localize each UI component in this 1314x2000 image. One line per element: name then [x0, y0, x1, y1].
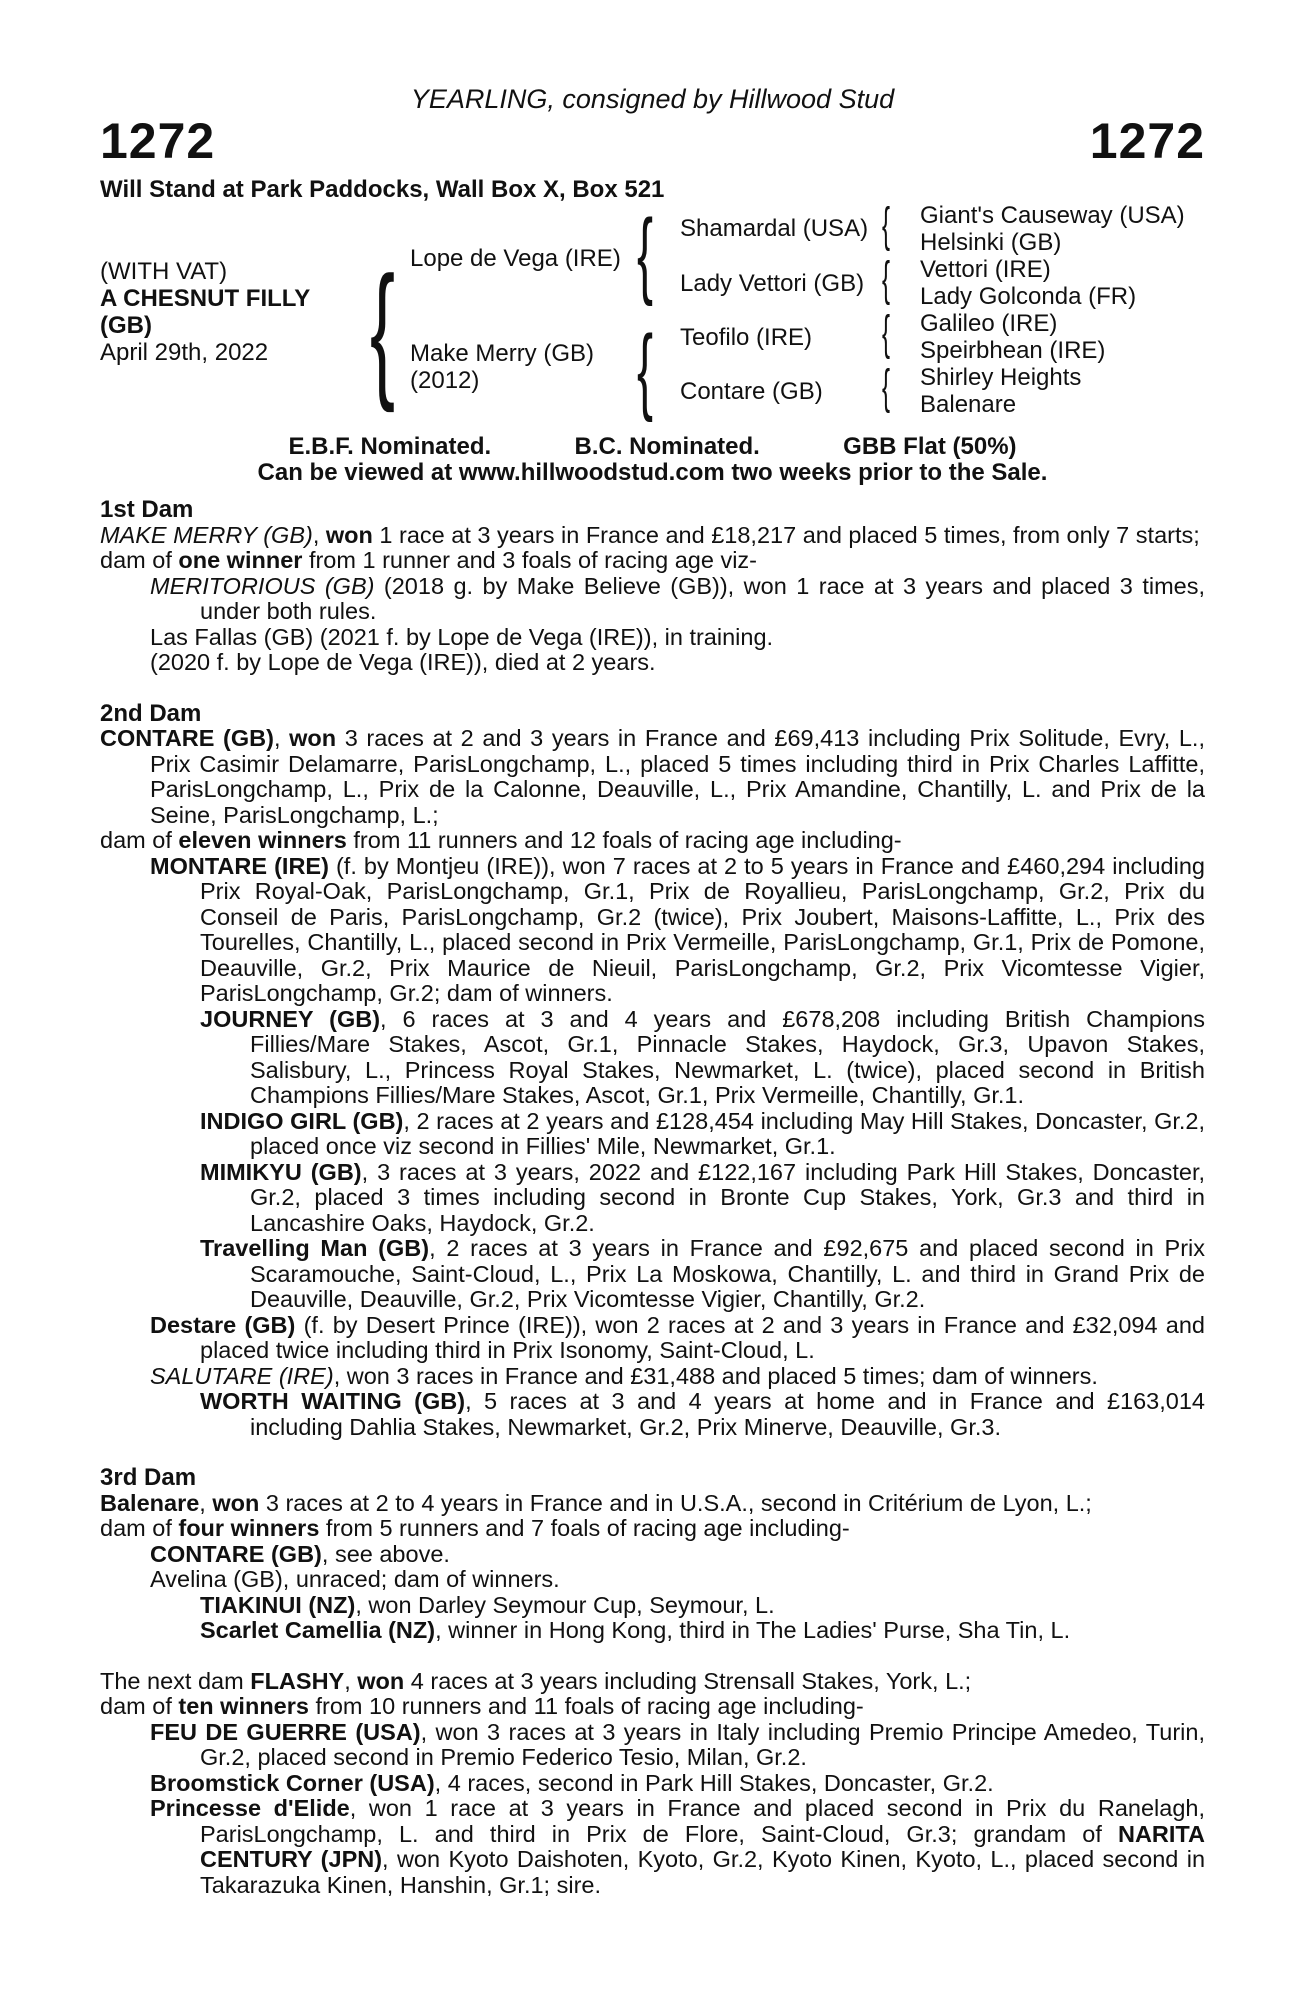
- consignor-line: YEARLING, consigned by Hillwood Stud: [410, 84, 895, 114]
- produce-entry: [150, 1542, 1205, 1568]
- entry-text: , 2 races at 2 years and £128,454 including May Hill Stakes, Doncaster, Gr.2, placed once viz second in Fillies' Mile, Newmarket, Gr.1.: [250, 1107, 1206, 1159]
- vat-note: (WITH VAT): [100, 258, 228, 285]
- entry-text: , won 1 race at 3 years in France and placed second in Prix du Ranelagh, ParisLongchamp, L. and third in Prix de Flore, Saint-Cloud, Gr.3; grandam of: [200, 1795, 1205, 1847]
- horse-name: MIMIKYU (GB): [200, 1158, 362, 1185]
- record-text: 3 races at 2 to 4 years in France and in U.S.A., second in Critérium de Lyon, L.;: [259, 1489, 1092, 1516]
- produce-entry: [200, 1389, 1205, 1440]
- pedigree-table: [100, 199, 1205, 425]
- brace-7: {: [882, 361, 891, 414]
- next-dam-record: [100, 1669, 1205, 1695]
- produce-entry: [200, 1618, 1205, 1644]
- nominations: [100, 434, 1205, 486]
- text: from 10 runners and 11 foals of racing age including-: [308, 1693, 864, 1719]
- entry-text: (f. by Montjeu (IRE)), won 7 races at 2 to 5 years in France and £460,294 including Prix Royal-Oak, ParisLongchamp, Gr.1, Prix de Royallieu, ParisLongchamp, Gr.2, Prix du Conseil de Paris, ParisLongchamp, Gr.2 (twice), Prix Joubert, Maisons-Laffitte, L., Prix des Tourelles, Chantilly, L., placed second in Prix Vermeille, ParisLongchamp, Gr.1, Prix de Pomone, Deauville, Gr.2, Prix Maurice de Nieuil, ParisLongchamp, Gr.2, Prix Vicomtesse Vigier, ParisLongchamp, Gr.2; dam of winners.: [200, 852, 1205, 1006]
- horse-name: Destare (GB): [150, 1311, 296, 1338]
- produce-entry: [200, 1007, 1205, 1109]
- stand-location: Will Stand at Park Paddocks, Wall Box X, Box 521: [100, 176, 665, 203]
- produce-entry: [150, 574, 1205, 625]
- gsire-5: Galileo (IRE): [920, 310, 1058, 337]
- entry-text: , 3 races at 3 years, 2022 and £122,167 including Park Hill Stakes, Doncaster, Gr.2, placed 3 times including second in Bronte Cup Stakes, York, Gr.3 and third in Lancashire Oaks, Haydock, Gr.2.: [250, 1158, 1206, 1236]
- text: dam of: [100, 827, 179, 853]
- entry-text: , won Darley Seymour Cup, Seymour, L.: [355, 1591, 775, 1618]
- entry-text: , winner in Hong Kong, third in The Ladies' Purse, Sha Tin, L.: [435, 1617, 1071, 1643]
- sire: Lope de Vega (IRE): [410, 245, 621, 272]
- entry-text: , see above.: [321, 1540, 450, 1567]
- horse-description: A CHESNUT FILLY: [100, 285, 311, 312]
- brace-3: {: [637, 316, 654, 423]
- won-label: won: [357, 1667, 405, 1694]
- produce-entry: [200, 1109, 1205, 1160]
- gsire-4: Lady Golconda (FR): [920, 283, 1137, 310]
- third-dam-heading: 3rd Dam: [100, 1464, 197, 1491]
- foaling-date: April 29th, 2022: [100, 339, 269, 366]
- gsire-7: Shirley Heights: [920, 364, 1082, 391]
- horse-name: Broomstick Corner (USA): [150, 1769, 435, 1796]
- produce-entry: [150, 1771, 1205, 1797]
- won-label: won: [212, 1489, 260, 1516]
- sire-dam: Lady Vettori (GB): [680, 270, 865, 297]
- entry-text: (2018 g. by Make Believe (GB)), won 1 race at 3 years and placed 3 times, under both rules.: [200, 572, 1205, 624]
- produce-entry: [200, 1160, 1205, 1237]
- second-dam-record: CONTARE (GB), won 3 races at 2 and 3 years in France and £69,413 including Prix Solitude, Evry, L., Prix Casimir Delamarre, ParisLongchamp, L., placed 5 times including third in Prix Charles Laffitte, ParisLongchamp, L., Prix de la Calonne, Deauville, L., Prix Amandine, Chantilly, L. and Prix de la Seine, ParisLongchamp, L.;: [100, 725, 1205, 828]
- horse-name: Scarlet Camellia (NZ): [200, 1617, 436, 1643]
- brace-2: {: [637, 200, 654, 307]
- winners-count: one winner: [178, 547, 303, 573]
- produce-entry: [150, 1720, 1205, 1771]
- produce-entry: [150, 1796, 1205, 1898]
- record-text: 4 races at 3 years including Strensall Stakes, York, L.;: [404, 1667, 972, 1694]
- first-dam-heading: 1st Dam: [100, 496, 194, 523]
- gsire-8: Balenare: [920, 391, 1017, 418]
- lot-number-right: 1272: [1089, 113, 1205, 169]
- record-text: 1 race at 3 years in France and £18,217 and placed 5 times, from only 7 starts;: [372, 521, 1200, 548]
- winners-count: four winners: [178, 1515, 320, 1541]
- dam-sire: Teofilo (IRE): [680, 324, 813, 351]
- winners-count: eleven winners: [178, 827, 347, 853]
- entry-text: , won 3 races in France and £31,488 and placed 5 times; dam of winners.: [333, 1362, 1098, 1389]
- dam-name: CONTARE (GB): [100, 725, 274, 751]
- record-text: 3 races at 2 and 3 years in France and £69,413 including Prix Solitude, Evry, L., Prix Casimir Delamarre, ParisLongchamp, L., placed 5 times including third in Prix Charles Laffitte, ParisLongchamp, L., Prix de la Calonne, Deauville, L., Prix Amandine, Chantilly, L. and Prix de la Seine, ParisLongchamp, L.;: [150, 725, 1205, 828]
- text: dam of: [100, 547, 179, 573]
- horse-name: NARITA CENTURY (JPN): [200, 1820, 1205, 1872]
- text: from 1 runner and 3 foals of racing age viz-: [302, 547, 757, 573]
- gbb-nomination: GBB Flat (50%): [843, 433, 1017, 460]
- text: dam of: [100, 1693, 179, 1719]
- sep: ,: [312, 521, 326, 548]
- dam-name: FLASHY: [250, 1667, 345, 1694]
- produce-entry: [150, 1364, 1205, 1390]
- horse-name: INDIGO GIRL (GB): [200, 1107, 404, 1134]
- viewing-note: Can be viewed at www.hillwoodstud.com two weeks prior to the Sale.: [257, 459, 1048, 486]
- brace-4: {: [882, 199, 891, 252]
- ebf-nomination: E.B.F. Nominated.: [288, 433, 492, 460]
- gsire-1: Giant's Causeway (USA): [920, 202, 1185, 229]
- horse-name: MERITORIOUS (GB): [150, 572, 375, 599]
- entry-text: , 2 races at 3 years in France and £92,675 and placed second in Prix Scaramouche, Saint-Cloud, L., Prix La Moskowa, Chantilly, L. and third in Grand Prix de Deauville, Deauville, Gr.2, Prix Vicomtesse Vigier, Chantilly, Gr.2.: [250, 1235, 1205, 1312]
- horse-name: SALUTARE (IRE): [150, 1362, 334, 1389]
- first-dam-produce: [100, 548, 1205, 574]
- gsire-2: Helsinki (GB): [920, 229, 1062, 256]
- third-dam-record: Balenare, won 3 races at 2 to 4 years in France and in U.S.A., second in Critérium de Lyon, L.;: [100, 1489, 1092, 1516]
- produce-entry: [200, 1593, 1205, 1619]
- first-dam-record: [100, 523, 1205, 549]
- won-label: won: [325, 521, 373, 548]
- horse-name: JOURNEY (GB): [200, 1005, 381, 1032]
- entry-text: , won 3 races at 3 years in Italy including Premio Principe Amedeo, Turin, Gr.2, placed second in Premio Federico Tesio, Milan, Gr.2.: [200, 1718, 1205, 1770]
- dam-name: Balenare: [100, 1489, 200, 1516]
- produce-entry: (2020 f. by Lope de Vega (IRE)), died at 2 years.: [150, 649, 656, 675]
- produce-entry: Avelina (GB), unraced; dam of winners.: [150, 1566, 560, 1592]
- sire-sire: Shamardal (USA): [680, 215, 869, 242]
- bc-nomination: B.C. Nominated.: [574, 433, 760, 460]
- brace-1: {: [370, 245, 396, 413]
- horse-name: MONTARE (IRE): [150, 852, 329, 879]
- gsire-3: Vettori (IRE): [920, 256, 1051, 283]
- entry-text: , 5 races at 3 and 4 years at home and in France and £163,014 including Dahlia Stakes, Newmarket, Gr.2, Prix Minerve, Deauville, Gr.3.: [250, 1388, 1205, 1440]
- entry-text: , 6 races at 3 and 4 years and £678,208 including British Champions Fillies/Mare Stakes, Ascot, Gr.1, Pinnacle Stakes, Haydock, Gr.3, Upavon Stakes, Salisbury, L., Princess Royal Stakes, Newmarket, L. (twice), placed second in British Champions Fillies/Mare Stakes, Ascot, Gr.1, Prix Vermeille, Chantilly, Gr.1.: [250, 1005, 1206, 1108]
- horse-name: CONTARE (GB): [150, 1540, 322, 1567]
- entry-text: , won Kyoto Daishoten, Kyoto, Gr.2, Kyoto Kinen, Kyoto, L., placed second in Takarazuka Kinen, Hanshin, Gr.1; sire.: [200, 1846, 1206, 1898]
- entry-text: (f. by Desert Prince (IRE)), won 2 races at 2 and 3 years in France and £32,094 and placed twice including third in Prix Isonomy, Saint-Cloud, L.: [200, 1311, 1205, 1363]
- text: from 11 runners and 12 foals of racing age including-: [346, 827, 902, 853]
- horse-name: WORTH WAITING (GB): [200, 1388, 466, 1414]
- won-label: won: [289, 725, 337, 751]
- lot-number-left: 1272: [100, 113, 216, 169]
- next-dam-produce: [100, 1694, 1205, 1720]
- gsire-6: Speirbhean (IRE): [920, 337, 1106, 364]
- brace-5: {: [882, 253, 891, 306]
- text: dam of: [100, 1515, 179, 1541]
- produce-entry: Las Fallas (GB) (2021 f. by Lope de Vega (IRE)), in training.: [150, 623, 774, 650]
- dam-name: MAKE MERRY (GB): [100, 521, 313, 548]
- horse-country: (GB): [100, 312, 152, 339]
- text: from 5 runners and 7 foals of racing age including-: [319, 1515, 850, 1541]
- dam: Make Merry (GB): [410, 340, 595, 367]
- third-dam-produce: [100, 1516, 1205, 1542]
- dam-dam: Contare (GB): [680, 378, 823, 405]
- entry-text: , 4 races, second in Park Hill Stakes, Doncaster, Gr.2.: [434, 1769, 994, 1796]
- produce-entry: [150, 854, 1205, 1007]
- second-dam-heading: 2nd Dam: [100, 699, 202, 727]
- dam-year: (2012): [410, 367, 480, 394]
- produce-entry: [150, 1313, 1205, 1364]
- horse-name: FEU DE GUERRE (USA): [150, 1718, 421, 1745]
- horse-name: Princesse d'Elide: [150, 1795, 350, 1821]
- horse-name: TIAKINUI (NZ): [200, 1591, 356, 1618]
- horse-name: Travelling Man (GB): [200, 1235, 430, 1261]
- second-dam-produce: [100, 828, 1205, 854]
- winners-count: ten winners: [178, 1693, 309, 1719]
- text: The next dam: [100, 1667, 251, 1694]
- brace-6: {: [882, 307, 891, 360]
- catalogue-body: [100, 497, 1205, 1898]
- produce-entry: [200, 1236, 1205, 1313]
- sep: ,: [344, 1667, 358, 1694]
